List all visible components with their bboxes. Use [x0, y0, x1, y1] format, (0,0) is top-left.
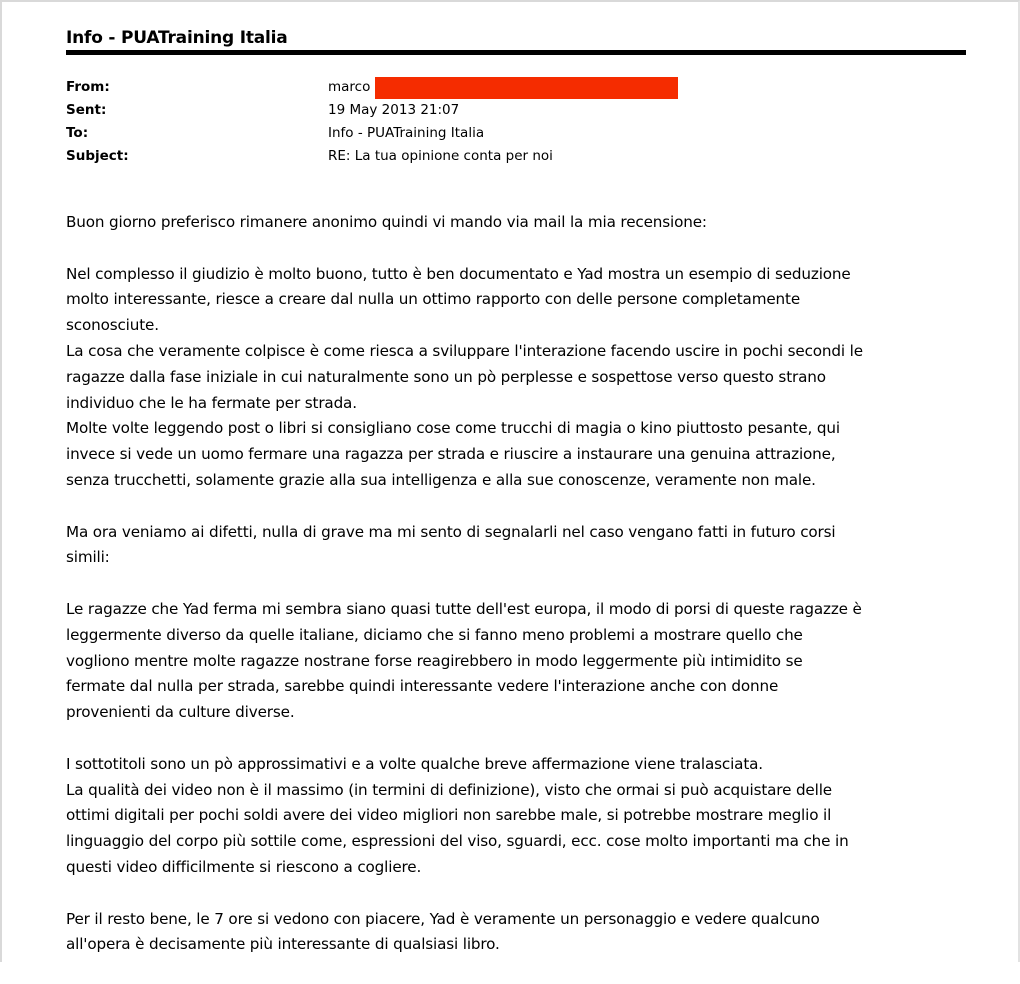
to-label: To: — [66, 125, 89, 141]
body-line: La qualità dei video non è il massimo (in termini di definizione), visto che ormai si può acquistare delle — [66, 780, 832, 799]
paragraph-greeting — [66, 210, 966, 236]
email-header — [66, 76, 678, 168]
body-line: sconosciute. — [66, 316, 159, 335]
to-value: Info - PUATraining Italia — [328, 125, 485, 141]
sent-value: 19 May 2013 21:07 — [328, 102, 460, 118]
email-body — [66, 210, 966, 984]
body-line: individuo che le ha fermate per strada. — [66, 393, 357, 412]
paragraph-subtitles-quality — [66, 752, 966, 881]
from-row — [66, 76, 678, 99]
body-line: simili: — [66, 548, 110, 567]
body-line: questi video difficilmente si riescono a cogliere. — [66, 857, 422, 876]
paragraph-defects-intro — [66, 520, 966, 572]
body-line: Per il resto bene, le 7 ore si vedono con piacere, Yad è veramente un personaggio e vedere qualcuno — [66, 909, 820, 928]
from-label: From: — [66, 79, 110, 95]
body-line: molto interessante, riesce a creare dal nulla un ottimo rapporto con delle persone completamente — [66, 290, 801, 309]
subject-value: RE: La tua opinione conta per noi — [328, 148, 553, 164]
from-value: marco — [328, 79, 371, 95]
body-line: invece si vede un uomo fermare una ragazza per strada e riuscire a instaurare una genuina attrazione, — [66, 445, 836, 464]
body-line: vogliono mentre molte ragazze nostrane forse reagirebbero in modo leggermente più intimidito se — [66, 651, 803, 670]
body-line: Le ragazze che Yad ferma mi sembra siano quasi tutte dell'est europa, il modo di porsi di queste ragazze è — [66, 599, 862, 618]
subject-row — [66, 145, 678, 168]
from-value-group — [328, 76, 678, 99]
body-line: Buon giorno preferisco rimanere anonimo quindi vi mando via mail la mia recensione: — [66, 213, 707, 231]
subject-label: Subject: — [66, 148, 129, 164]
to-row — [66, 122, 678, 145]
body-line: fermate dal nulla per strada, sarebbe quindi interessante vedere l'interazione anche con donne — [66, 677, 779, 696]
body-line: I sottotitoli sono un pò approssimativi e a volte qualche breve affermazione viene tralasciata. — [66, 754, 763, 773]
document-title: Info - PUATraining Italia — [66, 28, 288, 48]
body-line: Molte volte leggendo post o libri si consigliano cose come trucchi di magia o kino piuttosto pesante, qui — [66, 419, 840, 438]
body-line: Nel complesso il giudizio è molto buono, tutto è ben documentato e Yad mostra un esempio di seduzione — [66, 264, 851, 283]
sent-label: Sent: — [66, 102, 107, 118]
body-line: Ma ora veniamo ai difetti, nulla di grave ma mi sento di segnalarli nel caso vengano fatti in futuro corsi — [66, 522, 836, 541]
body-line: linguaggio del corpo più sottile come, espressioni del viso, sguardi, ecc. cose molto importanti ma che in — [66, 832, 849, 851]
sent-row — [66, 99, 678, 122]
body-line: senza trucchetti, solamente grazie alla sua intelligenza e alla sue conoscenze, veramente non male. — [66, 470, 816, 489]
body-line: La cosa che veramente colpisce è come riesca a sviluppare l'interazione facendo uscire in pochi secondi le — [66, 341, 863, 360]
body-line: provenienti da culture diverse. — [66, 703, 295, 722]
paragraph-girls — [66, 597, 966, 726]
body-line: ottimi digitali per pochi soldi avere dei video migliori non sarebbe male, si potrebbe mostrare meglio il — [66, 806, 832, 825]
paragraph-overall-judgement — [66, 262, 966, 494]
paragraph-closing — [66, 907, 966, 959]
title-divider — [66, 50, 966, 55]
body-line: leggermente diverso da quelle italiane, diciamo che si fanno meno problemi a mostrare quello che — [66, 625, 803, 644]
body-line: ragazze dalla fase iniziale in cui naturalmente sono un pò perplesse e sospettose verso questo strano — [66, 367, 826, 386]
body-line: all'opera è decisamente più interessante di qualsiasi libro. — [66, 935, 500, 954]
redaction-block — [375, 77, 678, 99]
